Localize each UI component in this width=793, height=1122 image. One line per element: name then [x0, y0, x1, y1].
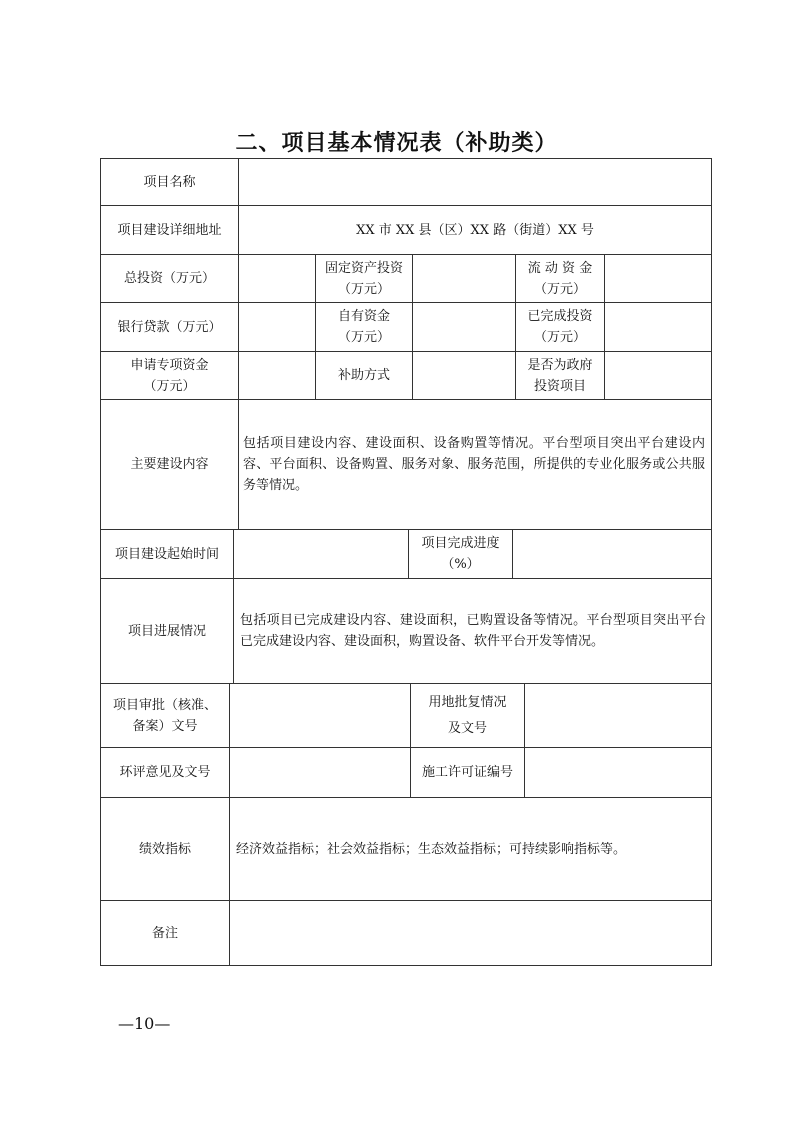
- fixed-asset-value[interactable]: [413, 255, 515, 302]
- completed-investment-label-line2: （万元）: [533, 330, 586, 345]
- own-funds-label: [316, 303, 412, 351]
- progress-value[interactable]: [513, 530, 711, 578]
- env-value[interactable]: [230, 748, 410, 797]
- project-name-value[interactable]: [239, 159, 711, 205]
- land-approval-label-line1: 用地批复情况: [428, 694, 507, 710]
- bank-loan-label: 银行贷款（万元）: [117, 319, 222, 335]
- special-fund-label: [101, 352, 238, 399]
- main-content-label: 主要建设内容: [130, 457, 209, 472]
- approval-value[interactable]: [230, 684, 410, 747]
- row-line: [100, 965, 712, 966]
- special-fund-label-line2: （万元）: [143, 378, 196, 394]
- working-capital-value[interactable]: [605, 255, 711, 302]
- page-number: —10—: [118, 1014, 171, 1033]
- remarks-value[interactable]: [230, 901, 711, 965]
- fixed-asset-label-line2: （万元）: [337, 281, 390, 297]
- land-approval-value[interactable]: [525, 684, 711, 747]
- start-time-value[interactable]: [234, 530, 408, 578]
- working-capital-label-line2: （万元）: [533, 281, 586, 297]
- own-funds-label-line2: （万元）: [337, 330, 390, 345]
- approval-label-line2: 备案）文号: [132, 718, 198, 734]
- progress-status-text[interactable]: 包括项目已完成建设内容、建设面积，已购置设备等情况。平台型项目突出平台已完成建设内容、建设面积，购置设备、软件平台开发等情况。: [240, 613, 706, 649]
- completed-investment-label: [516, 303, 604, 351]
- approval-label-line1: 项目审批（核准、: [112, 697, 217, 713]
- working-capital-label-line1: 流 动 资 金: [527, 260, 593, 276]
- address-label: 项目建设详细地址: [117, 222, 222, 238]
- completed-investment-label-line1: 已完成投资: [527, 309, 593, 324]
- bank-loan-value[interactable]: [239, 303, 315, 351]
- own-funds-value[interactable]: [413, 303, 515, 351]
- special-fund-value[interactable]: [239, 352, 315, 399]
- performance-text[interactable]: 经济效益指标；社会效益指标；生态效益指标；可持续影响指标等。: [236, 841, 627, 857]
- land-approval-label: [411, 684, 524, 747]
- fixed-asset-label-line1: 固定资产投资: [324, 260, 403, 276]
- subsidy-method-value[interactable]: [413, 352, 515, 399]
- own-funds-label-line1: 自有资金: [337, 309, 390, 324]
- special-fund-label-line1: 申请专项资金: [130, 357, 209, 373]
- progress-label: [409, 530, 512, 578]
- total-investment-label: 总投资（万元）: [123, 271, 215, 286]
- gov-investment-label: [516, 352, 604, 399]
- table-border-right: [711, 158, 712, 966]
- approval-label: [101, 684, 229, 747]
- progress-status-label: 项目进展情况: [127, 623, 206, 639]
- page-title: 二、项目基本情况表（补助类）: [235, 131, 558, 156]
- fixed-asset-label: [316, 255, 412, 302]
- land-approval-label-line2: 及文号: [447, 720, 487, 736]
- completed-investment-value[interactable]: [605, 303, 711, 351]
- progress-label-line2: （%）: [441, 557, 480, 572]
- gov-investment-label-line1: 是否为政府: [527, 357, 593, 373]
- working-capital-label: [516, 255, 604, 302]
- subsidy-method-label: 补助方式: [337, 368, 390, 383]
- total-investment-value[interactable]: [239, 255, 315, 302]
- env-label: 环评意见及文号: [119, 765, 211, 780]
- gov-investment-label-line2: 投资项目: [533, 378, 586, 394]
- address-value[interactable]: XX 市 XX 县（区）XX 路（街道）XX 号: [356, 222, 594, 238]
- project-name-label: 项目名称: [143, 174, 196, 190]
- gov-investment-value[interactable]: [605, 352, 711, 399]
- remarks-label: 备注: [151, 925, 178, 941]
- progress-label-line1: 项目完成进度: [421, 536, 500, 551]
- construction-permit-value[interactable]: [525, 748, 711, 797]
- construction-permit-label: 施工许可证编号: [421, 765, 513, 780]
- start-time-label: 项目建设起始时间: [114, 546, 219, 562]
- performance-label: 绩效指标: [138, 841, 191, 857]
- main-content-text[interactable]: 包括项目建设内容、建设面积、设备购置等情况。平台型项目突出平台建设内容、平台面积、设备购置、服务对象、服务范围，所提供的专业化服务或公共服务等情况。: [243, 436, 705, 493]
